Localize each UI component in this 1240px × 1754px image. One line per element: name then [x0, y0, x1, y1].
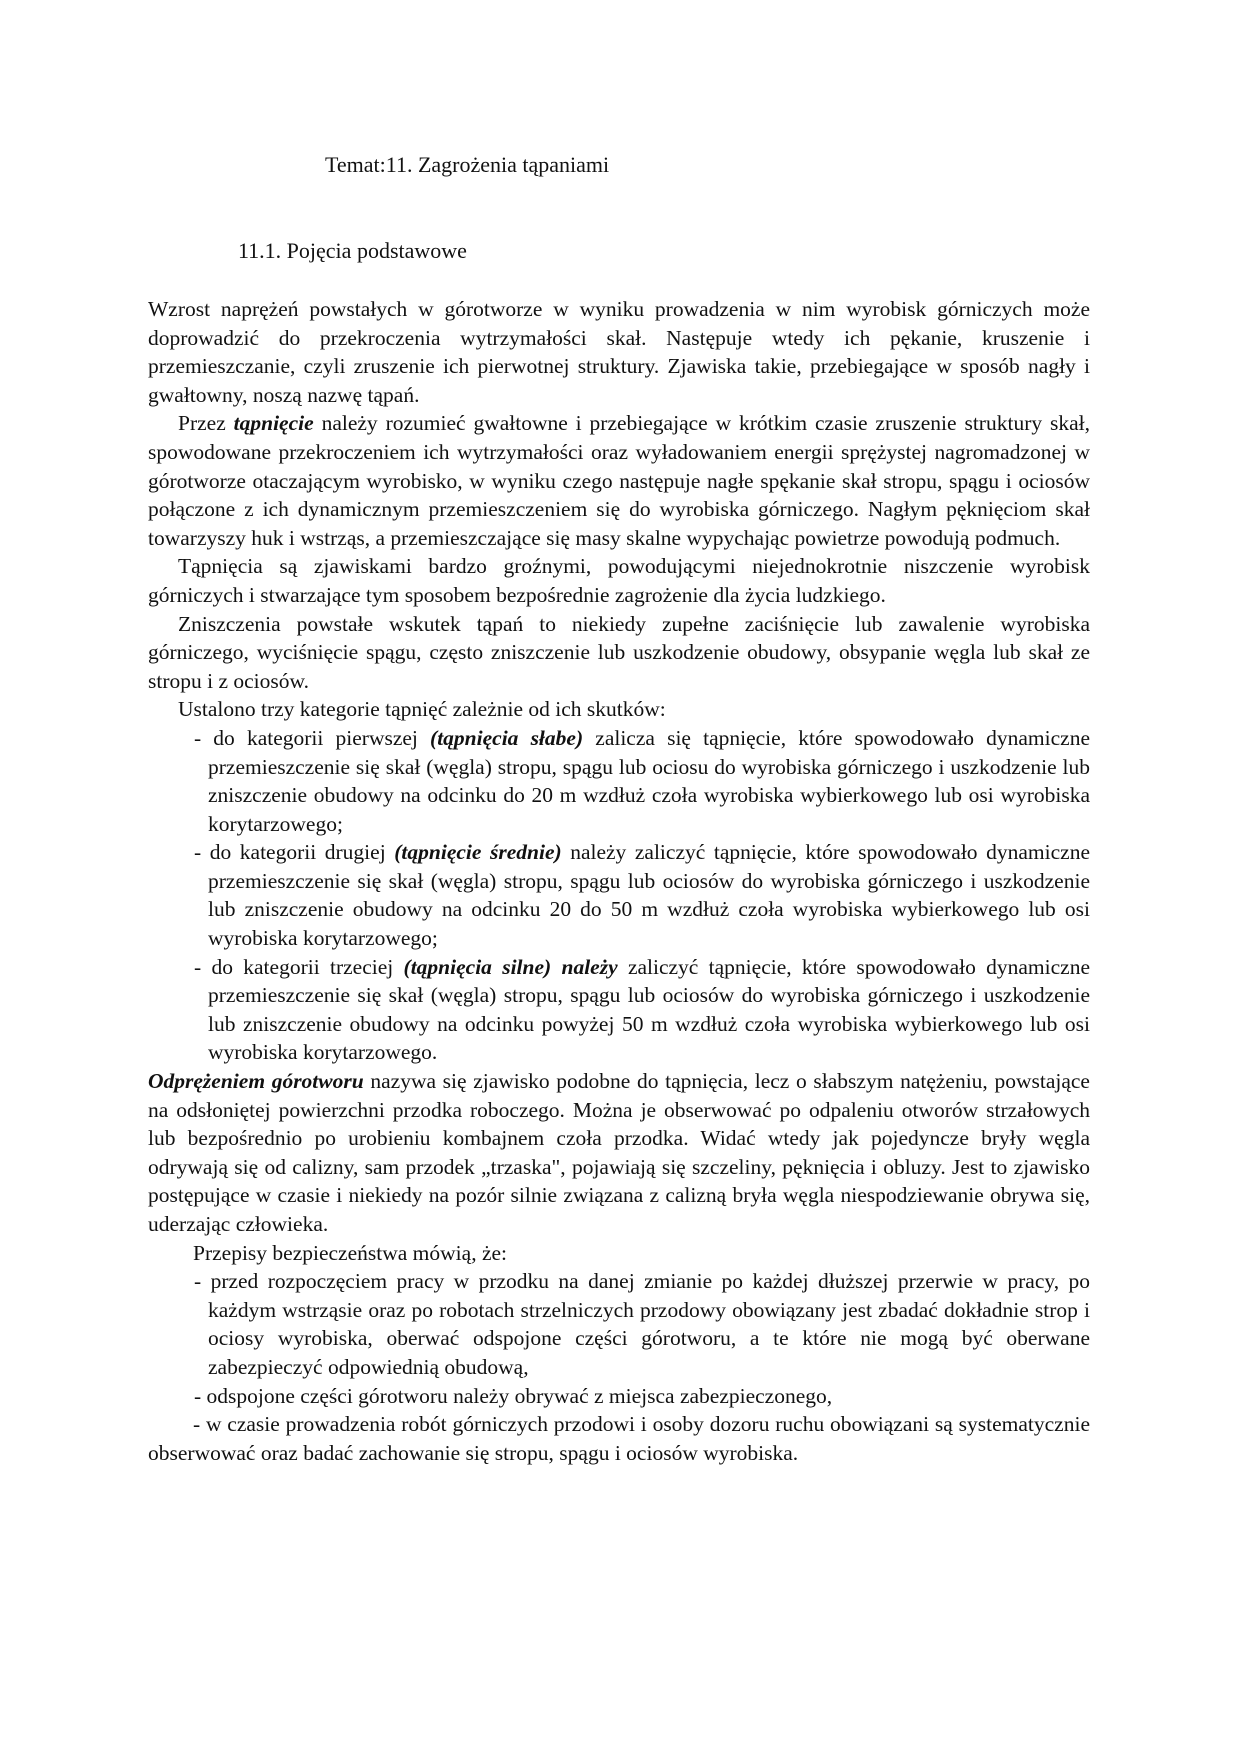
paragraph-definition [148, 409, 1090, 552]
list-item-category-2 [148, 838, 1090, 952]
list-item-rule-2: - odspojone części górotworu należy obrywać z miejsca zabezpieczonego, [194, 1383, 833, 1408]
text-run: - do kategorii drugiej [194, 840, 395, 865]
term-strong: (tąpnięcia silne) należy [403, 954, 618, 979]
paragraph-categories-intro: Ustalono trzy kategorie tąpnięć zależnie od ich skutków: [178, 697, 666, 722]
paragraph-danger: Tąpnięcia są zjawiskami bardzo groźnymi, powodującymi niejednokrotnie niszczenie wyrobisk górniczych i stwarzające tym sposobem bezpośrednie zagrożenie dla życia ludzkiego. [148, 554, 1090, 607]
text-run: Przez [178, 411, 234, 436]
text-run: należy zaliczyć tąpnięcie, które spowodowało dynamiczne przemieszczenie się skał (węgla) stropu, spągu lub ociosów do wyrobiska górniczego i uszkodzenie lub zniszczenie obudowy na odcinku 20 do 50 m wzdłuż czoła wyrobiska wybierkowego lub osi wyrobiska korytarzowego; [208, 840, 1090, 951]
paragraph-relaxation [148, 1067, 1090, 1239]
list-item-category-1 [148, 724, 1090, 838]
list-item-category-3 [148, 953, 1090, 1067]
text-run: należy rozumieć gwałtowne i przebiegające w krótkim czasie zruszenie struktury skał, spowodowane przekroczeniem ich wytrzymałości oraz wyładowaniem energii sprężystej nagromadzonej w górotworze otaczającym wyrobisko, w wyniku czego następuje nagłe spękanie skał stropu, spągu i ociosów połączone z ich dynamicznym przemieszczeniem się do wyrobiska górniczego. Nagłym pęknięciom skał towarzyszy huk i wstrząs, a przemieszczające się masy skalne wypychając powietrze powodują podmuch. [148, 411, 1091, 550]
list-item-rule-1: - przed rozpoczęciem pracy w przodku na danej zmianie po każdej dłuższej przerwie w pracy, po każdym wstrząsie oraz po robotach strzelniczych przodowy obowiązany jest zbadać dokładnie strop i ociosy wyrobiska, oberwać odspojone części górotworu, a te które nie mogą być oberwane zabezpieczyć odpowiednią obudową, [194, 1269, 1090, 1379]
text-run: nazywa się zjawisko podobne do tąpnięcia, lecz o słabszym natężeniu, powstające na odsłoniętej powierzchni przodka roboczego. Można je obserwować po odpaleniu otworów strzałowych lub bezpośrednio po urobieniu kombajnem czoła przodka. Widać wtedy jak pojedyncze bryły węgla odrywają się od calizny, sam przodek „trzaska", pojawiają się szczeliny, pęknięcia i obluzy. Jest to zjawisko postępujące w czasie i niekiedy na pozór silnie związana z calizną bryła węgla niespodziewanie obrywa się, uderzając człowieka. [148, 1069, 1090, 1236]
paragraph-intro: Wzrost naprężeń powstałych w górotworze w wyniku prowadzenia w nim wyrobisk górniczych może doprowadzić do przekroczenia wytrzymałości skał. Następuje wtedy ich pękanie, kruszenie i przemieszczanie, czyli zruszenie ich pierwotnej struktury. Zjawiska takie, przebiegające w sposób nagły i gwałtowny, noszą nazwę tąpań. [148, 297, 1090, 407]
term-tapniecie: tąpnięcie [233, 411, 314, 436]
paragraph-rule-3: - w czasie prowadzenia robót górniczych przodowi i osoby dozoru ruchu obowiązani są systematycznie obserwować oraz badać zachowanie się stropu, spągu i ociosów wyrobiska. [148, 1412, 1090, 1465]
text-run: - do kategorii trzeciej [194, 954, 404, 979]
document-body [148, 295, 1090, 1467]
term-odprezenie: Odprężeniem górotworu [148, 1069, 364, 1094]
term-medium: (tąpnięcie średnie) [394, 840, 562, 865]
paragraph-damage: Zniszczenia powstałe wskutek tąpań to niekiedy zupełne zaciśnięcie lub zawalenie wyrobiska górniczego, wyciśnięcie spągu, często zniszczenie lub uszkodzenie obudowy, obsypanie węgla lub skał ze stropu i z ociosów. [148, 611, 1090, 693]
document-title: Temat:11. Zagrożenia tąpaniami [325, 152, 610, 177]
text-run: - do kategorii pierwszej [194, 725, 431, 750]
section-heading: 11.1. Pojęcia podstawowe [238, 238, 467, 263]
text-run: zalicza się tąpnięcie, które spowodowało dynamiczne przemieszczenie się skał (węgla) stropu, spągu lub ociosu do wyrobiska górniczego i uszkodzenie lub zniszczenie obudowy na odcinku do 20 m wzdłuż czoła wyrobiska wybierkowego lub osi wyrobiska korytarzowego; [208, 725, 1091, 836]
paragraph-rules-intro: Przepisy bezpieczeństwa mówią, że: [193, 1240, 508, 1265]
text-run: zaliczyć tąpnięcie, które spowodowało dynamiczne przemieszczenie się skał (węgla) stropu, spągu lub ociosów do wyrobiska górniczego i uszkodzenie lub zniszczenie obudowy na odcinku powyżej 50 m wzdłuż czoła wyrobiska wybierkowego lub osi wyrobiska korytarzowego. [208, 954, 1091, 1065]
term-weak: (tąpnięcia słabe) [430, 725, 584, 750]
